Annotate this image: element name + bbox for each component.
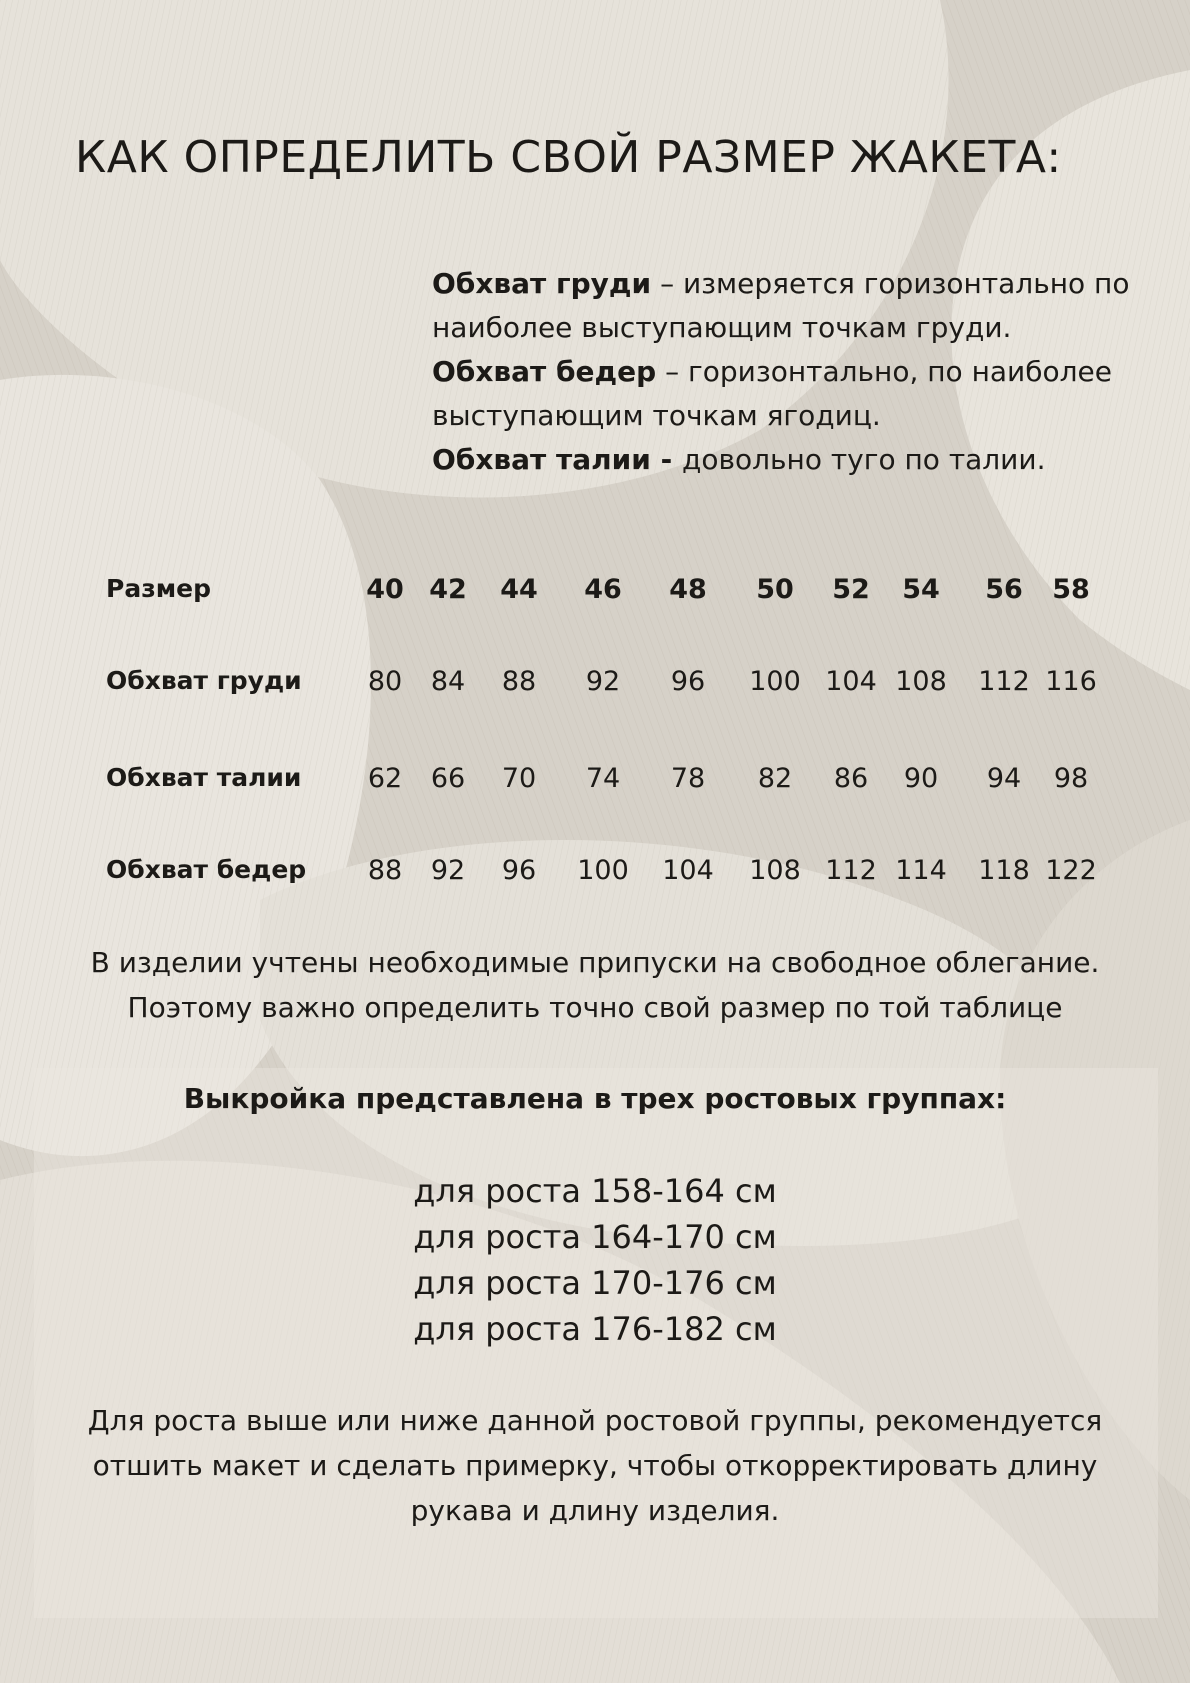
- height-group-item: для роста 158-164 см: [413, 1172, 777, 1210]
- bust-cell: 108: [895, 666, 947, 697]
- bust-cell: 92: [585, 666, 621, 697]
- hips-cell: 114: [895, 855, 947, 886]
- waist-cell: 90: [903, 763, 939, 794]
- hips-cell: 122: [1045, 855, 1097, 886]
- height-group-item: для роста 176-182 см: [413, 1310, 777, 1348]
- waist-cell: 86: [833, 763, 869, 794]
- hips-term: Обхват бедер: [432, 355, 657, 388]
- size-cell: 58: [1052, 574, 1090, 605]
- height-groups-list: [0, 1168, 1190, 1352]
- hips-cell: 92: [430, 855, 466, 886]
- bust-cell: 84: [430, 666, 466, 697]
- waist-term: Обхват талии -: [432, 443, 682, 476]
- hips-row-label: Обхват бедер: [106, 855, 307, 884]
- waist-cell: 70: [501, 763, 537, 794]
- hips-definition: [432, 350, 1172, 394]
- hips-cell: 112: [825, 855, 877, 886]
- waist-cell: 66: [430, 763, 466, 794]
- size-cell: 50: [756, 574, 794, 605]
- bust-cell: 80: [367, 666, 403, 697]
- size-cell: 54: [902, 574, 940, 605]
- bust-cell: 100: [749, 666, 801, 697]
- bust-definition-continuation: наиболее выступающим точкам груди.: [432, 311, 1012, 344]
- bust-cell: 88: [501, 666, 537, 697]
- bust-definition: [432, 262, 1172, 306]
- ease-note: [0, 940, 1190, 1030]
- hips-cell: 96: [501, 855, 537, 886]
- waist-cell: 74: [585, 763, 621, 794]
- size-cell: 48: [669, 574, 707, 605]
- ease-note-line-1: В изделии учтены необходимые припуски на свободное облегание.: [90, 946, 1100, 979]
- waist-cell: 98: [1053, 763, 1089, 794]
- size-cell: 46: [584, 574, 622, 605]
- measurement-definitions: [432, 262, 1172, 482]
- advice-line: Для роста выше или ниже данной ростовой группы, рекомендуется: [87, 1404, 1103, 1437]
- bust-cell: 116: [1045, 666, 1097, 697]
- page-title: КАК ОПРЕДЕЛИТЬ СВОЙ РАЗМЕР ЖАКЕТА:: [75, 132, 1062, 183]
- size-cell: 56: [985, 574, 1023, 605]
- waist-cell: 82: [757, 763, 793, 794]
- hips-cell: 108: [749, 855, 801, 886]
- height-advice: [0, 1398, 1190, 1533]
- height-group-item: для роста 170-176 см: [413, 1264, 777, 1302]
- size-cell: 40: [366, 574, 404, 605]
- bust-cell: 112: [978, 666, 1030, 697]
- bust-cell: 96: [670, 666, 706, 697]
- advice-line: отшить макет и сделать примерку, чтобы откорректировать длину: [92, 1449, 1098, 1482]
- hips-text: – горизонтально, по наиболее: [656, 355, 1112, 388]
- ease-note-line-2: Поэтому важно определить точно свой размер по той таблице: [127, 991, 1063, 1024]
- waist-cell: 78: [670, 763, 706, 794]
- size-row-label: Размер: [106, 574, 212, 603]
- hips-cell: 104: [662, 855, 714, 886]
- size-cell: 52: [832, 574, 870, 605]
- bust-cell: 104: [825, 666, 877, 697]
- waist-row-label: Обхват талии: [106, 763, 302, 792]
- bust-text: – измеряется горизонтально по: [651, 267, 1130, 300]
- bust-row-label: Обхват груди: [106, 666, 302, 695]
- hips-cell: 100: [577, 855, 629, 886]
- waist-text: довольно туго по талии.: [682, 443, 1046, 476]
- size-cell: 44: [500, 574, 538, 605]
- hips-cell: 118: [978, 855, 1030, 886]
- bust-term: Обхват груди: [432, 267, 652, 300]
- advice-line: рукава и длину изделия.: [410, 1494, 780, 1527]
- size-cell: 42: [429, 574, 467, 605]
- waist-definition: [432, 438, 1172, 482]
- hips-definition-continuation: выступающим точкам ягодиц.: [432, 399, 881, 432]
- height-group-item: для роста 164-170 см: [413, 1218, 777, 1256]
- height-groups-title: Выкройка представлена в трех ростовых группах:: [183, 1082, 1007, 1115]
- hips-cell: 88: [367, 855, 403, 886]
- waist-cell: 62: [367, 763, 403, 794]
- waist-cell: 94: [986, 763, 1022, 794]
